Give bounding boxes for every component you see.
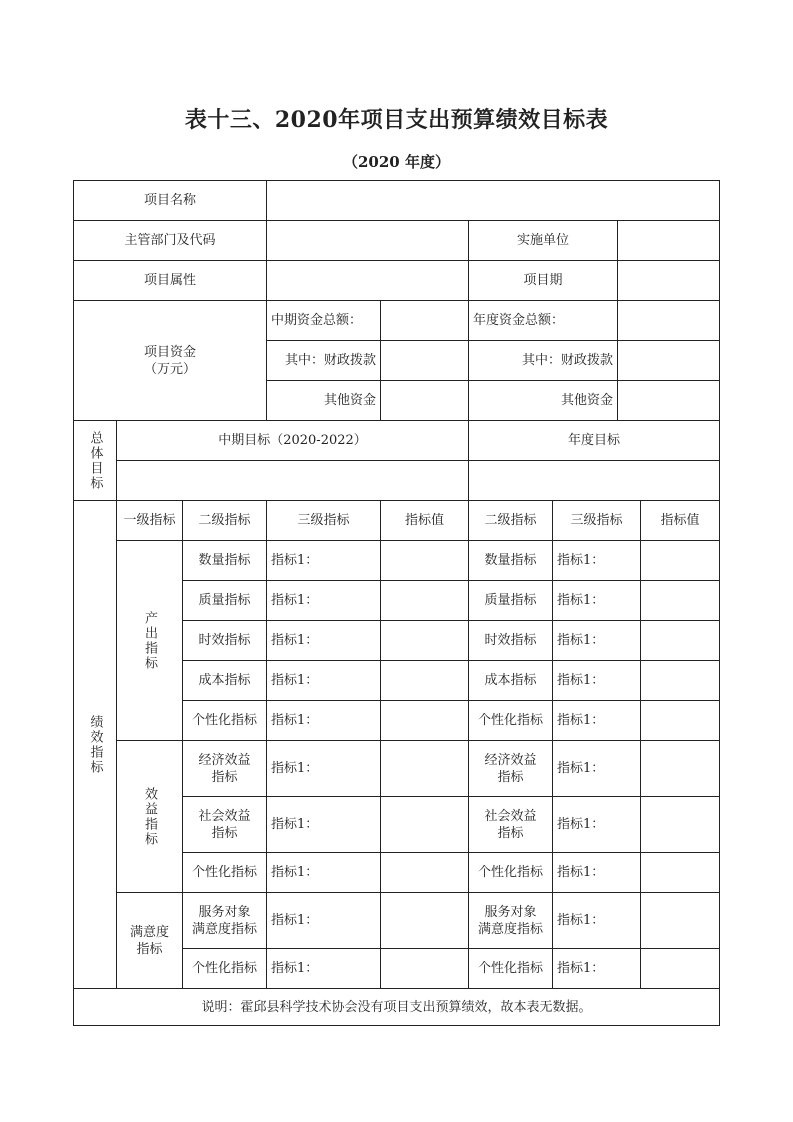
indicator-value	[380, 796, 469, 853]
project-attr-label	[73, 260, 267, 301]
level1-indicator	[116, 540, 183, 741]
year-indicator-value	[640, 796, 720, 853]
level2-indicator	[182, 796, 267, 853]
level2-indicator-text: 数量指标	[198, 553, 251, 568]
year-level2-indicator	[468, 620, 553, 661]
column-header-text: 指标值	[404, 513, 444, 528]
column-header-text: 二级指标	[198, 513, 251, 528]
level3-indicator	[266, 796, 381, 853]
year-level2-indicator-text: 时效指标	[484, 633, 537, 648]
year-level3-indicator-text: 指标1：	[557, 553, 605, 568]
level3-indicator	[266, 948, 381, 989]
mid-fiscal-label-text: 其中：财政拨款	[284, 353, 376, 368]
project-name-label-text: 项目名称	[143, 193, 196, 208]
level3-indicator	[266, 620, 381, 661]
indicator-value	[380, 620, 469, 661]
column-header	[182, 500, 267, 541]
mid-total-label-text: 中期资金总额：	[271, 313, 363, 328]
year-level2-indicator	[468, 540, 553, 581]
table-note-text: 说明：霍邱县科学技术协会没有项目支出预算绩效，故本表无数据。	[201, 999, 592, 1015]
year-level2-indicator-text: 个性化指标	[477, 713, 543, 728]
impl-unit-label-text: 实施单位	[516, 233, 569, 248]
mid-other-value	[380, 380, 469, 421]
column-header	[468, 500, 553, 541]
year-fiscal-label	[468, 340, 618, 381]
year-level2-indicator-text: 成本指标	[484, 673, 537, 688]
level1-indicator	[116, 892, 183, 989]
year-level3-indicator-text: 指标1：	[557, 961, 605, 976]
level2-indicator-text: 服务对象 满意度指标	[191, 904, 257, 937]
year-indicator-value	[640, 580, 720, 621]
mid-goal-label-text: 中期目标（2020-2022）	[218, 433, 367, 448]
dept-code-value	[266, 220, 469, 261]
level2-indicator	[182, 948, 267, 989]
level3-indicator-text: 指标1：	[271, 673, 319, 688]
project-funds-label	[73, 300, 267, 421]
indicator-value	[380, 580, 469, 621]
indicator-value	[380, 852, 469, 893]
level2-indicator-text: 质量指标	[198, 593, 251, 608]
mid-goal-value	[116, 460, 469, 501]
level2-indicator	[182, 580, 267, 621]
year-total-label-text: 年度资金总额：	[473, 313, 565, 328]
year-level2-indicator	[468, 852, 553, 893]
level3-indicator	[266, 580, 381, 621]
year-level3-indicator-text: 指标1：	[557, 761, 605, 776]
year-indicator-value	[640, 948, 720, 989]
year-level2-indicator	[468, 580, 553, 621]
year-indicator-value	[640, 540, 720, 581]
dept-code-label	[73, 220, 267, 261]
level2-indicator-text: 个性化指标	[191, 961, 257, 976]
level1-indicator-text: 满意度 指标	[129, 924, 169, 957]
year-level2-indicator	[468, 948, 553, 989]
year-goal-label	[468, 420, 720, 461]
mid-fiscal-value	[380, 340, 469, 381]
level3-indicator	[266, 852, 381, 893]
column-header-text: 三级指标	[570, 513, 623, 528]
impl-unit-label	[468, 220, 618, 261]
column-header	[640, 500, 720, 541]
level2-indicator	[182, 700, 267, 741]
level3-indicator	[266, 700, 381, 741]
year-level3-indicator	[552, 852, 641, 893]
perf-indicator-label	[73, 500, 117, 989]
year-level2-indicator-text: 数量指标	[484, 553, 537, 568]
year-indicator-value	[640, 740, 720, 797]
impl-unit-value	[617, 220, 720, 261]
year-level2-indicator	[468, 892, 553, 949]
column-header	[552, 500, 641, 541]
mid-fiscal-label	[266, 340, 381, 381]
level3-indicator-text: 指标1：	[271, 961, 319, 976]
year-level3-indicator-text: 指标1：	[557, 713, 605, 728]
year-indicator-value	[640, 852, 720, 893]
level3-indicator-text: 指标1：	[271, 817, 319, 832]
year-level3-indicator	[552, 620, 641, 661]
level2-indicator	[182, 740, 267, 797]
level2-indicator-text: 个性化指标	[191, 865, 257, 880]
project-name-value	[266, 180, 720, 221]
level2-indicator	[182, 540, 267, 581]
mid-other-label	[266, 380, 381, 421]
level2-indicator	[182, 852, 267, 893]
level2-indicator	[182, 660, 267, 701]
year-level3-indicator-text: 指标1：	[557, 633, 605, 648]
project-name-label	[73, 180, 267, 221]
table-note	[73, 988, 720, 1026]
year-level3-indicator	[552, 796, 641, 853]
year-level3-indicator	[552, 740, 641, 797]
level2-indicator-text: 社会效益 指标	[198, 808, 251, 841]
year-level2-indicator-text: 社会效益 指标	[484, 808, 537, 841]
project-attr-value	[266, 260, 469, 301]
column-header	[266, 500, 381, 541]
project-period-label	[468, 260, 618, 301]
year-fiscal-value	[617, 340, 720, 381]
level3-indicator-text: 指标1：	[271, 553, 319, 568]
level1-indicator-text: 效益指标	[142, 786, 157, 847]
mid-total-label	[266, 300, 381, 341]
level3-indicator-text: 指标1：	[271, 761, 319, 776]
project-attr-label-text: 项目属性	[143, 273, 196, 288]
level3-indicator-text: 指标1：	[271, 713, 319, 728]
year-level3-indicator	[552, 540, 641, 581]
mid-goal-label	[116, 420, 469, 461]
year-level2-indicator	[468, 740, 553, 797]
overall-goal-label-text: 总体目标	[87, 430, 103, 491]
year-level2-indicator	[468, 700, 553, 741]
level3-indicator-text: 指标1：	[271, 913, 319, 928]
year-indicator-value	[640, 892, 720, 949]
year-level2-indicator-text: 经济效益 指标	[484, 752, 537, 785]
level3-indicator-text: 指标1：	[271, 865, 319, 880]
indicator-value	[380, 700, 469, 741]
level3-indicator-text: 指标1：	[271, 593, 319, 608]
level3-indicator-text: 指标1：	[271, 633, 319, 648]
year-indicator-value	[640, 620, 720, 661]
year-other-value	[617, 380, 720, 421]
year-level3-indicator	[552, 892, 641, 949]
year-level3-indicator-text: 指标1：	[557, 817, 605, 832]
year-level2-indicator-text: 质量指标	[484, 593, 537, 608]
year-level3-indicator	[552, 948, 641, 989]
level2-indicator-text: 成本指标	[198, 673, 251, 688]
year-goal-label-text: 年度目标	[567, 433, 620, 448]
project-funds-label-text: 项目资金 （万元）	[143, 344, 196, 377]
column-header-text: 二级指标	[484, 513, 537, 528]
level2-indicator-text: 时效指标	[198, 633, 251, 648]
column-header	[116, 500, 183, 541]
year-level2-indicator	[468, 660, 553, 701]
dept-code-label-text: 主管部门及代码	[124, 233, 216, 248]
column-header-text: 三级指标	[297, 513, 350, 528]
perf-indicator-label-text: 绩效指标	[87, 714, 103, 775]
mid-other-label-text: 其他资金	[323, 393, 376, 408]
column-header	[380, 500, 469, 541]
year-level2-indicator	[468, 796, 553, 853]
indicator-value	[380, 660, 469, 701]
year-fiscal-label-text: 其中：财政拨款	[521, 353, 613, 368]
year-level2-indicator-text: 服务对象 满意度指标	[477, 904, 543, 937]
year-other-label	[468, 380, 618, 421]
year-level3-indicator-text: 指标1：	[557, 593, 605, 608]
level2-indicator-text: 个性化指标	[191, 713, 257, 728]
year-indicator-value	[640, 700, 720, 741]
level3-indicator	[266, 660, 381, 701]
year-level3-indicator	[552, 660, 641, 701]
page-title: 表十三、2020年项目支出预算绩效目标表	[184, 107, 609, 133]
year-total-value	[617, 300, 720, 341]
page-subtitle: （2020 年度）	[343, 153, 450, 171]
year-level3-indicator-text: 指标1：	[557, 913, 605, 928]
year-other-label-text: 其他资金	[560, 393, 613, 408]
level2-indicator	[182, 892, 267, 949]
indicator-value	[380, 540, 469, 581]
year-level2-indicator-text: 个性化指标	[477, 865, 543, 880]
year-indicator-value	[640, 660, 720, 701]
column-header-text: 指标值	[660, 513, 700, 528]
level2-indicator	[182, 620, 267, 661]
overall-goal-label	[73, 420, 117, 501]
year-level3-indicator	[552, 580, 641, 621]
year-goal-value	[468, 460, 720, 501]
level3-indicator	[266, 892, 381, 949]
indicator-value	[380, 948, 469, 989]
year-level3-indicator	[552, 700, 641, 741]
year-level2-indicator-text: 个性化指标	[477, 961, 543, 976]
level1-indicator	[116, 740, 183, 893]
project-period-label-text: 项目期	[523, 273, 563, 288]
level3-indicator	[266, 740, 381, 797]
level1-indicator-text: 产出指标	[142, 610, 157, 671]
column-header-text: 一级指标	[123, 513, 176, 528]
indicator-value	[380, 740, 469, 797]
year-level3-indicator-text: 指标1：	[557, 673, 605, 688]
project-period-value	[617, 260, 720, 301]
mid-total-value	[380, 300, 469, 341]
year-total-label	[468, 300, 618, 341]
year-level3-indicator-text: 指标1：	[557, 865, 605, 880]
level3-indicator	[266, 540, 381, 581]
indicator-value	[380, 892, 469, 949]
level2-indicator-text: 经济效益 指标	[198, 752, 251, 785]
